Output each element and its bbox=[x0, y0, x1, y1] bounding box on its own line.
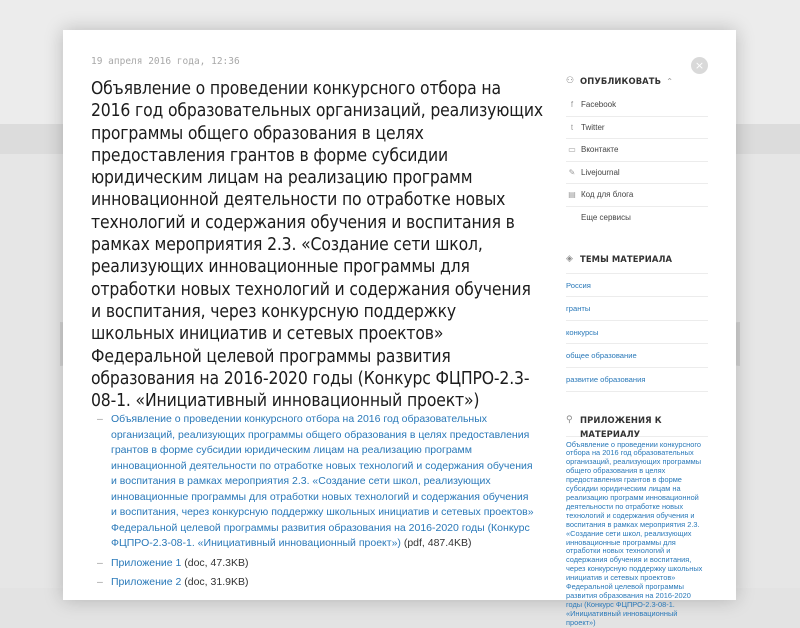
share-label: Вконтакте bbox=[581, 145, 619, 155]
topics-header bbox=[566, 252, 708, 266]
sidebar bbox=[566, 74, 708, 628]
share-label: Код для блога bbox=[581, 190, 634, 200]
article-date: 19 апреля 2016 года, 12:36 bbox=[91, 56, 240, 67]
facebook-icon: f bbox=[570, 100, 574, 109]
vkontakte-icon: ▭ bbox=[568, 145, 576, 155]
attachment-link-appendix-1[interactable]: Приложение 1 bbox=[111, 556, 182, 569]
publish-title: ОПУБЛИКОВАТЬ bbox=[580, 76, 662, 86]
list-dash: – bbox=[97, 556, 103, 569]
share-more-services[interactable] bbox=[566, 207, 708, 230]
topic-link[interactable]: общее образование bbox=[566, 344, 708, 368]
sidebar-attachments-section bbox=[566, 413, 708, 628]
attachment-meta: (doc, 31.9KB) bbox=[181, 576, 249, 588]
twitter-icon: t bbox=[570, 122, 574, 132]
attachment-meta: (doc, 47.3KB) bbox=[181, 556, 249, 569]
topic-link[interactable]: гранты bbox=[566, 297, 708, 321]
share-label: Еще сервисы bbox=[581, 212, 631, 222]
publish-toggle[interactable] bbox=[566, 74, 708, 88]
paperclip-icon: ⚲ bbox=[566, 414, 573, 425]
topic-list bbox=[566, 273, 708, 392]
attachment-item bbox=[97, 556, 537, 572]
chevron-up-icon: ⌃ bbox=[666, 76, 674, 86]
topic-link[interactable]: конкурсы bbox=[566, 321, 708, 345]
share-twitter[interactable] bbox=[566, 117, 708, 140]
attachments-title: ПРИЛОЖЕНИЯ К МАТЕРИАЛУ bbox=[580, 414, 662, 439]
share-facebook[interactable] bbox=[566, 94, 708, 117]
topic-link[interactable]: Россия bbox=[566, 274, 708, 298]
attachment-link-appendix-2[interactable]: Приложение 2 bbox=[111, 576, 182, 588]
share-label: Livejournal bbox=[581, 167, 620, 177]
attachment-item bbox=[97, 575, 537, 591]
list-dash: – bbox=[97, 576, 103, 588]
topics-title: ТЕМЫ МАТЕРИАЛА bbox=[580, 253, 673, 264]
attachment-item bbox=[97, 412, 537, 552]
attachments-header bbox=[566, 413, 708, 439]
share-blog-code[interactable] bbox=[566, 184, 708, 207]
article-modal bbox=[63, 30, 736, 627]
attachment-meta: (pdf, 487.4KB) bbox=[400, 537, 472, 549]
close-icon[interactable]: × bbox=[691, 57, 708, 74]
share-list bbox=[566, 94, 708, 230]
code-icon: ▤ bbox=[568, 190, 576, 200]
list-dash: – bbox=[97, 413, 103, 425]
livejournal-icon: ✎ bbox=[568, 167, 576, 177]
share-label: Facebook bbox=[581, 100, 617, 109]
share-livejournal[interactable] bbox=[566, 162, 708, 185]
attachment-list bbox=[97, 412, 537, 595]
share-label: Twitter bbox=[581, 122, 605, 132]
article-title: Объявление о проведении конкурсного отбора на 2016 год образовательных организаций, реализующих программы общего образования в целях предоставления грантов в форме субсидии юридическим лицам на реализацию программ инновационной деятельности по отработке новых технологий и содержания обучения и воспитания в рамках мероприятия 2.3. «Создание сети школ, реализующих инновационные программы для отработки новых технологий и содержания обучения и воспитания, через конкурсную поддержку школьных инициатив и сетевых проектов» Федеральной целевой программы развития образования на 2016-2020 годы (Конкурс ФЦПРО-2.3-08-1. «Инициативный инновационный проект») bbox=[91, 79, 543, 412]
topics-section bbox=[566, 252, 708, 392]
share-vkontakte[interactable] bbox=[566, 139, 708, 162]
attachment-link-announcement[interactable]: Объявление о проведении конкурсного отбора на 2016 год образовательных организаций, реализующих программы общего образования в целях предоставления грантов в форме субсидии юридическим лицам на реализацию программ инновационной деятельности по отработке новых технологий и содержания обучения и воспитания в рамках мероприятия 2.3. «Создание сети школ, реализующих инновационные программы для отработки новых технологий и содержания обучения и воспитания, через конкурсную поддержку школьных инициатив и сетевых проектов» Федеральной целевой программы развития образования на 2016-2020 годы (Конкурс ФЦПРО-2.3-08-1. «Инициативный инновационный проект») bbox=[111, 413, 534, 549]
topic-link[interactable]: развитие образования bbox=[566, 368, 708, 392]
people-icon: ⚇ bbox=[566, 76, 575, 86]
tag-icon: ◈ bbox=[566, 253, 574, 264]
sidebar-attachment-link[interactable]: Объявление о проведении конкурсного отбора на 2016 год образовательных организаций, реализующих программы общего образования в целях предоставления грантов в форме субсидии юридическим лицам на реализацию программ инновационной деятельности по отработке новых технологий и содержания обучения и воспитания в рамках мероприятия 2.3. «Создание сети школ, реализующих инновационные программы для отработки новых технологий и содержания обучения и воспитания, через конкурсную поддержку школьных инициатив и сетевых проектов» Федеральной целевой программы развития образования на 2016-2020 годы (Конкурс ФЦПРО-2.3-08-1. «Инициативный инновационный проект») bbox=[566, 436, 708, 628]
